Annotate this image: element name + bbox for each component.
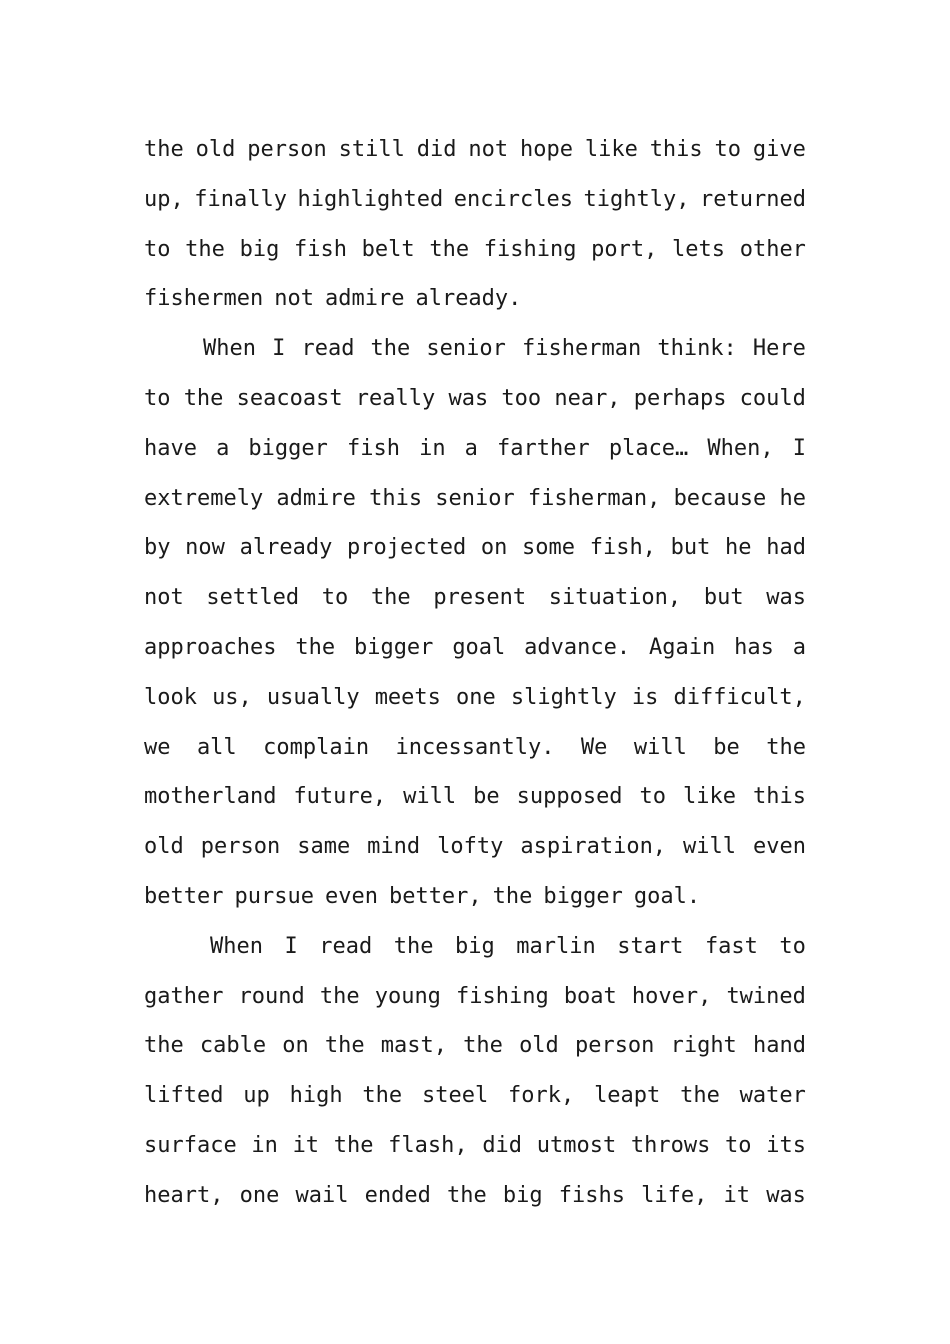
word: old	[195, 137, 236, 162]
word: to	[779, 933, 806, 959]
word: up	[243, 1083, 270, 1109]
word: he	[725, 535, 752, 561]
word: ended	[364, 1182, 431, 1208]
word: fishing	[456, 983, 549, 1009]
word: the	[183, 385, 224, 411]
word: water	[739, 1083, 806, 1109]
word: fish	[294, 236, 347, 262]
word: on	[480, 535, 508, 561]
word: old	[144, 834, 184, 860]
text-line	[144, 1071, 806, 1121]
word: already	[239, 535, 333, 561]
word: look	[144, 684, 197, 710]
word: person	[247, 137, 327, 162]
word: When,	[707, 435, 774, 461]
word: fast	[704, 933, 758, 959]
word: we	[144, 734, 171, 760]
word: the	[144, 137, 184, 162]
word: supposed	[516, 784, 623, 810]
word: could	[739, 385, 806, 411]
word: flash,	[388, 1132, 468, 1158]
word: even	[753, 834, 806, 860]
word: senior	[435, 485, 515, 511]
word: was	[766, 585, 806, 611]
word: but	[670, 535, 711, 561]
word: near,	[554, 385, 621, 411]
word: gather	[144, 983, 224, 1009]
word: lets	[672, 236, 726, 262]
word: incessantly.	[395, 734, 555, 760]
word: did	[416, 137, 457, 162]
word: I	[792, 435, 806, 461]
word: admire	[276, 485, 356, 511]
word: in	[419, 435, 446, 461]
word: bigger	[248, 435, 328, 461]
word: it	[723, 1182, 751, 1208]
text-line	[144, 772, 806, 822]
word: a	[464, 435, 478, 461]
word: the	[370, 585, 411, 611]
body-text	[144, 125, 806, 1221]
word: admire	[324, 286, 405, 312]
word: fish,	[589, 535, 656, 561]
word: When	[203, 336, 256, 362]
word: big	[502, 1182, 543, 1208]
word: a	[216, 435, 230, 461]
word: fisherman	[522, 336, 642, 362]
word: person	[200, 834, 281, 860]
word: same	[297, 834, 351, 860]
word: better	[144, 883, 224, 909]
word: really	[355, 385, 436, 411]
word: high	[289, 1083, 343, 1109]
word: settled	[206, 585, 300, 611]
word: is	[631, 684, 659, 710]
word: its	[766, 1132, 806, 1158]
word: like	[584, 137, 638, 162]
word: the	[333, 1132, 374, 1158]
text-line	[144, 872, 806, 922]
text-line	[144, 474, 806, 524]
word: meets	[374, 684, 441, 710]
word: to	[714, 137, 742, 162]
word: by	[144, 535, 171, 561]
word: a	[792, 634, 806, 660]
text-line	[144, 972, 806, 1022]
word: not	[144, 585, 184, 611]
word: start	[617, 933, 684, 959]
word: surface	[144, 1132, 237, 1158]
word: the	[370, 336, 411, 362]
word: pursue	[234, 883, 314, 909]
word: this	[369, 485, 423, 511]
text-line	[144, 1121, 806, 1171]
word: fork,	[508, 1083, 575, 1109]
word: one	[456, 684, 496, 710]
text-line	[144, 274, 806, 324]
text-line	[144, 523, 806, 573]
text-line	[144, 424, 806, 474]
word: the	[393, 933, 434, 959]
word: the	[144, 1033, 184, 1059]
text-line	[144, 225, 806, 275]
word: now	[185, 535, 225, 561]
word: person	[574, 1033, 655, 1059]
word: young	[374, 983, 441, 1009]
word: he	[779, 485, 806, 511]
word: finally	[194, 186, 287, 212]
word: the	[429, 236, 470, 262]
word: slightly	[510, 684, 617, 710]
word: marlin	[516, 933, 596, 959]
word: fishing	[483, 236, 577, 262]
word: big	[239, 236, 280, 262]
word: mast,	[380, 1033, 448, 1059]
word: be	[473, 784, 500, 810]
word: approaches	[144, 634, 277, 660]
word: complain	[263, 734, 370, 760]
word: to	[144, 385, 171, 411]
word: life,	[641, 1182, 708, 1208]
word: We	[580, 734, 608, 760]
word: future,	[293, 784, 387, 810]
text-line	[144, 673, 806, 723]
word: did	[482, 1132, 523, 1158]
word: have	[144, 435, 197, 461]
word: other	[739, 236, 806, 262]
word: present	[433, 585, 527, 611]
word: right	[670, 1033, 737, 1059]
word: bigger	[353, 634, 434, 660]
text-line	[144, 125, 806, 175]
word: up,	[144, 186, 184, 212]
word: because	[673, 485, 767, 511]
word: the	[463, 1033, 503, 1059]
word: returned	[700, 186, 806, 212]
text-line	[144, 324, 806, 374]
word: projected	[346, 535, 467, 561]
word: on	[282, 1033, 309, 1059]
word: the	[324, 1033, 365, 1059]
word: the	[362, 1083, 403, 1109]
word: heart,	[144, 1182, 224, 1208]
word: highlighted	[297, 186, 444, 212]
word: the	[295, 634, 336, 660]
word: Here	[752, 336, 806, 362]
word: had	[766, 535, 806, 561]
text-line	[144, 175, 806, 225]
word: goal.	[633, 883, 701, 909]
word: lofty	[437, 834, 504, 860]
word: wail	[295, 1182, 349, 1208]
word: but	[703, 585, 744, 611]
word: too	[501, 385, 542, 411]
word: this	[753, 784, 806, 810]
word: When	[210, 933, 263, 959]
word: even	[324, 883, 378, 909]
word: the	[319, 983, 360, 1009]
word: port,	[591, 236, 658, 262]
word: this	[649, 137, 703, 162]
word: fishermen	[144, 286, 264, 312]
word: tightly,	[583, 186, 690, 212]
word: usually	[266, 684, 360, 710]
word: steel	[421, 1083, 489, 1109]
word: to	[321, 585, 349, 611]
word: read	[319, 933, 373, 959]
word: some	[522, 535, 576, 561]
word: fish	[347, 435, 400, 461]
word: fisherman,	[527, 485, 661, 511]
word: encircles	[453, 186, 573, 212]
word: the	[447, 1182, 487, 1208]
word: round	[238, 983, 305, 1009]
word: advance.	[524, 634, 631, 660]
word: Again	[649, 634, 716, 660]
word: old	[519, 1033, 559, 1059]
word: situation,	[548, 585, 682, 611]
word: will	[633, 734, 687, 760]
text-line	[144, 1021, 806, 1071]
word: throws	[630, 1132, 711, 1158]
word: all	[196, 734, 237, 760]
word: it	[292, 1132, 320, 1158]
word: motherland	[144, 784, 277, 810]
word: hover,	[631, 983, 712, 1009]
word: difficult,	[673, 684, 806, 710]
word: in	[251, 1132, 278, 1158]
word: to	[144, 236, 171, 262]
word: read	[301, 336, 355, 362]
text-line	[144, 723, 806, 773]
word: perhaps	[633, 385, 727, 411]
word: think:	[657, 336, 737, 362]
word: not	[274, 286, 314, 312]
word: extremely	[144, 485, 264, 511]
word: to	[725, 1132, 752, 1158]
word: goal	[452, 634, 506, 660]
word: the	[492, 883, 533, 909]
word: better,	[388, 883, 482, 909]
word: belt	[361, 236, 415, 262]
word: mind	[367, 834, 421, 860]
word: I	[272, 336, 286, 362]
word: be	[713, 734, 740, 760]
word: fishs	[558, 1182, 626, 1208]
text-line	[144, 1171, 806, 1221]
word: will	[403, 784, 457, 810]
text-line	[144, 623, 806, 673]
word: like	[683, 784, 737, 810]
word: place…	[608, 435, 689, 461]
word: big	[454, 933, 495, 959]
word: twined	[726, 983, 806, 1009]
word: has	[734, 634, 774, 660]
word: still	[338, 137, 405, 162]
word: to	[639, 784, 667, 810]
word: hope	[519, 137, 573, 162]
word: boat	[563, 983, 617, 1009]
word: was	[766, 1182, 806, 1208]
word: already.	[415, 286, 522, 312]
word: bigger	[543, 883, 623, 909]
word: seacoast	[236, 385, 343, 411]
word: leapt	[594, 1083, 661, 1109]
word: senior	[426, 336, 506, 362]
word: aspiration,	[520, 834, 667, 860]
word: was	[448, 385, 489, 411]
word: the	[680, 1083, 720, 1109]
word: will	[683, 834, 737, 860]
word: I	[284, 933, 298, 959]
word: one	[239, 1182, 280, 1208]
text-line	[144, 573, 806, 623]
word: give	[752, 137, 806, 162]
text-line	[144, 922, 806, 972]
text-line	[144, 374, 806, 424]
word: hand	[752, 1033, 806, 1059]
word: farther	[497, 435, 590, 461]
word: the	[766, 734, 806, 760]
word: us,	[212, 684, 252, 710]
word: cable	[199, 1033, 267, 1059]
word: the	[185, 236, 225, 262]
word: not	[468, 137, 509, 162]
word: utmost	[536, 1132, 617, 1158]
text-line	[144, 822, 806, 872]
word: lifted	[144, 1083, 224, 1109]
